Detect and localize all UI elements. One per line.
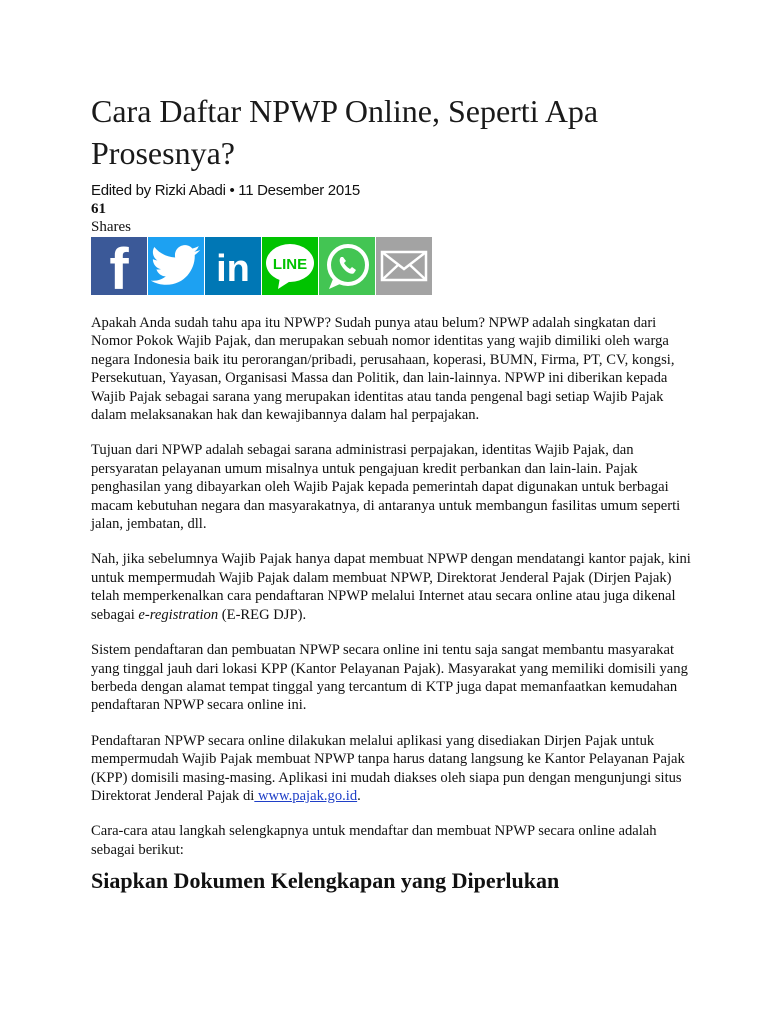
paragraph-3-tail: (E-REG DJP).: [218, 606, 307, 623]
paragraph-6: Cara-cara atau langkah selengkapnya untuk mendaftar dan membuat NPWP secara online adalah sebagai berikut:: [91, 823, 657, 858]
twitter-icon: [151, 245, 201, 287]
paragraph-3-text: Nah, jika sebelumnya Wajib Pajak hanya dapat membuat NPWP dengan mendatangi kantor pajak, kini untuk mempermudah Wajib Pajak dalam membuat NPWP, Direktorat Jenderal Pajak (Dirjen Pajak) telah memperkenalkan cara pendaftaran NPWP melalui Internet atau secara online atau juga dikenal sebagai: [91, 551, 691, 623]
whatsapp-icon: [319, 237, 375, 295]
paragraph-3: [91, 550, 691, 624]
svg-text:LINE: LINE: [272, 256, 308, 273]
email-share-button[interactable]: [376, 237, 432, 295]
linkedin-icon: [205, 237, 261, 295]
share-count: 61: [91, 201, 106, 217]
linkedin-share-button[interactable]: [205, 237, 261, 295]
article-title: Cara Daftar NPWP Online, Seperti Apa Prosesnya?: [91, 93, 599, 171]
envelope-icon: [376, 237, 432, 295]
svg-text:f: f: [109, 237, 129, 295]
whatsapp-share-button[interactable]: [319, 237, 375, 295]
line-share-button[interactable]: [262, 237, 318, 295]
paragraph-2: Tujuan dari NPWP adalah sebagai sarana administrasi perpajakan, identitas Wajib Pajak, dan persyaratan pelayanan umum misalnya untuk pengajuan kredit perbankan dan lain-lain. Pajak penghasilan yang dibayarkan oleh Wajib Pajak kepada pemerintah dapat digunakan untuk berbagai macam kebutuhan negara dan masyarakatnya, di antaranya untuk membangun fasilitas umum seperti jalan, jembatan, dll.: [91, 442, 681, 533]
line-icon: [262, 237, 318, 295]
paragraph-5-tail: .: [357, 787, 361, 804]
paragraph-5: [91, 732, 691, 806]
facebook-share-button[interactable]: [91, 237, 147, 295]
paragraph-5-text: Pendaftaran NPWP secara online dilakukan melalui aplikasi yang disediakan Dirjen Pajak untuk mempermudah Wajib Pajak membuat NPWP tanpa harus datang langsung ke Kantor Pelayanan Pajak (KPP) domisili masing-masing. Aplikasi ini mudah diakses oleh siapa pun dengan mengunjungi situs Direktorat Jenderal Pajak di: [91, 732, 685, 804]
pajak-website-link[interactable]: www.pajak.go.id: [254, 787, 358, 804]
svg-text:in: in: [216, 248, 250, 290]
section-heading: Siapkan Dokumen Kelengkapan yang Diperlukan: [91, 868, 560, 893]
shares-label: Shares: [91, 219, 131, 235]
e-registration-term: e-registration: [138, 606, 219, 623]
paragraph-1: Apakah Anda sudah tahu apa itu NPWP? Sudah punya atau belum? NPWP adalah singkatan dari Nomor Pokok Wajib Pajak, dan merupakan sebuah nomor identitas yang wajib dimiliki oleh warga negara Indonesia baik itu perorangan/pribadi, perusahaan, koperasi, BUMN, Firma, PT, CV, kongsi, Persekutuan, Yayasan, Organisasi Massa dan Politik, dan lain-lainnya. NPWP ini diberikan kepada Wajib Pajak sebagai sarana yang merupakan identitas atau tanda pengenal bagi setiap Wajib Pajak dalam melaksanakan hak dan kewajibannya dalam hal perpajakan.: [91, 315, 675, 424]
article-byline: Edited by Rizki Abadi • 11 Desember 2015: [91, 182, 360, 199]
share-bar: [91, 237, 433, 295]
paragraph-4: Sistem pendaftaran dan pembuatan NPWP secara online ini tentu saja sangat membantu masyarakat yang tinggal jauh dari lokasi KPP (Kantor Pelayanan Pajak). Masyarakat yang memiliki domisili yang berbeda dengan alamat tempat tinggal yang tercantum di KTP juga dapat memanfaatkan kemudahan pendaftaran NPWP secara online ini.: [91, 642, 688, 714]
twitter-share-button[interactable]: [148, 237, 204, 295]
facebook-icon: [91, 237, 147, 295]
article-body: [91, 314, 691, 876]
